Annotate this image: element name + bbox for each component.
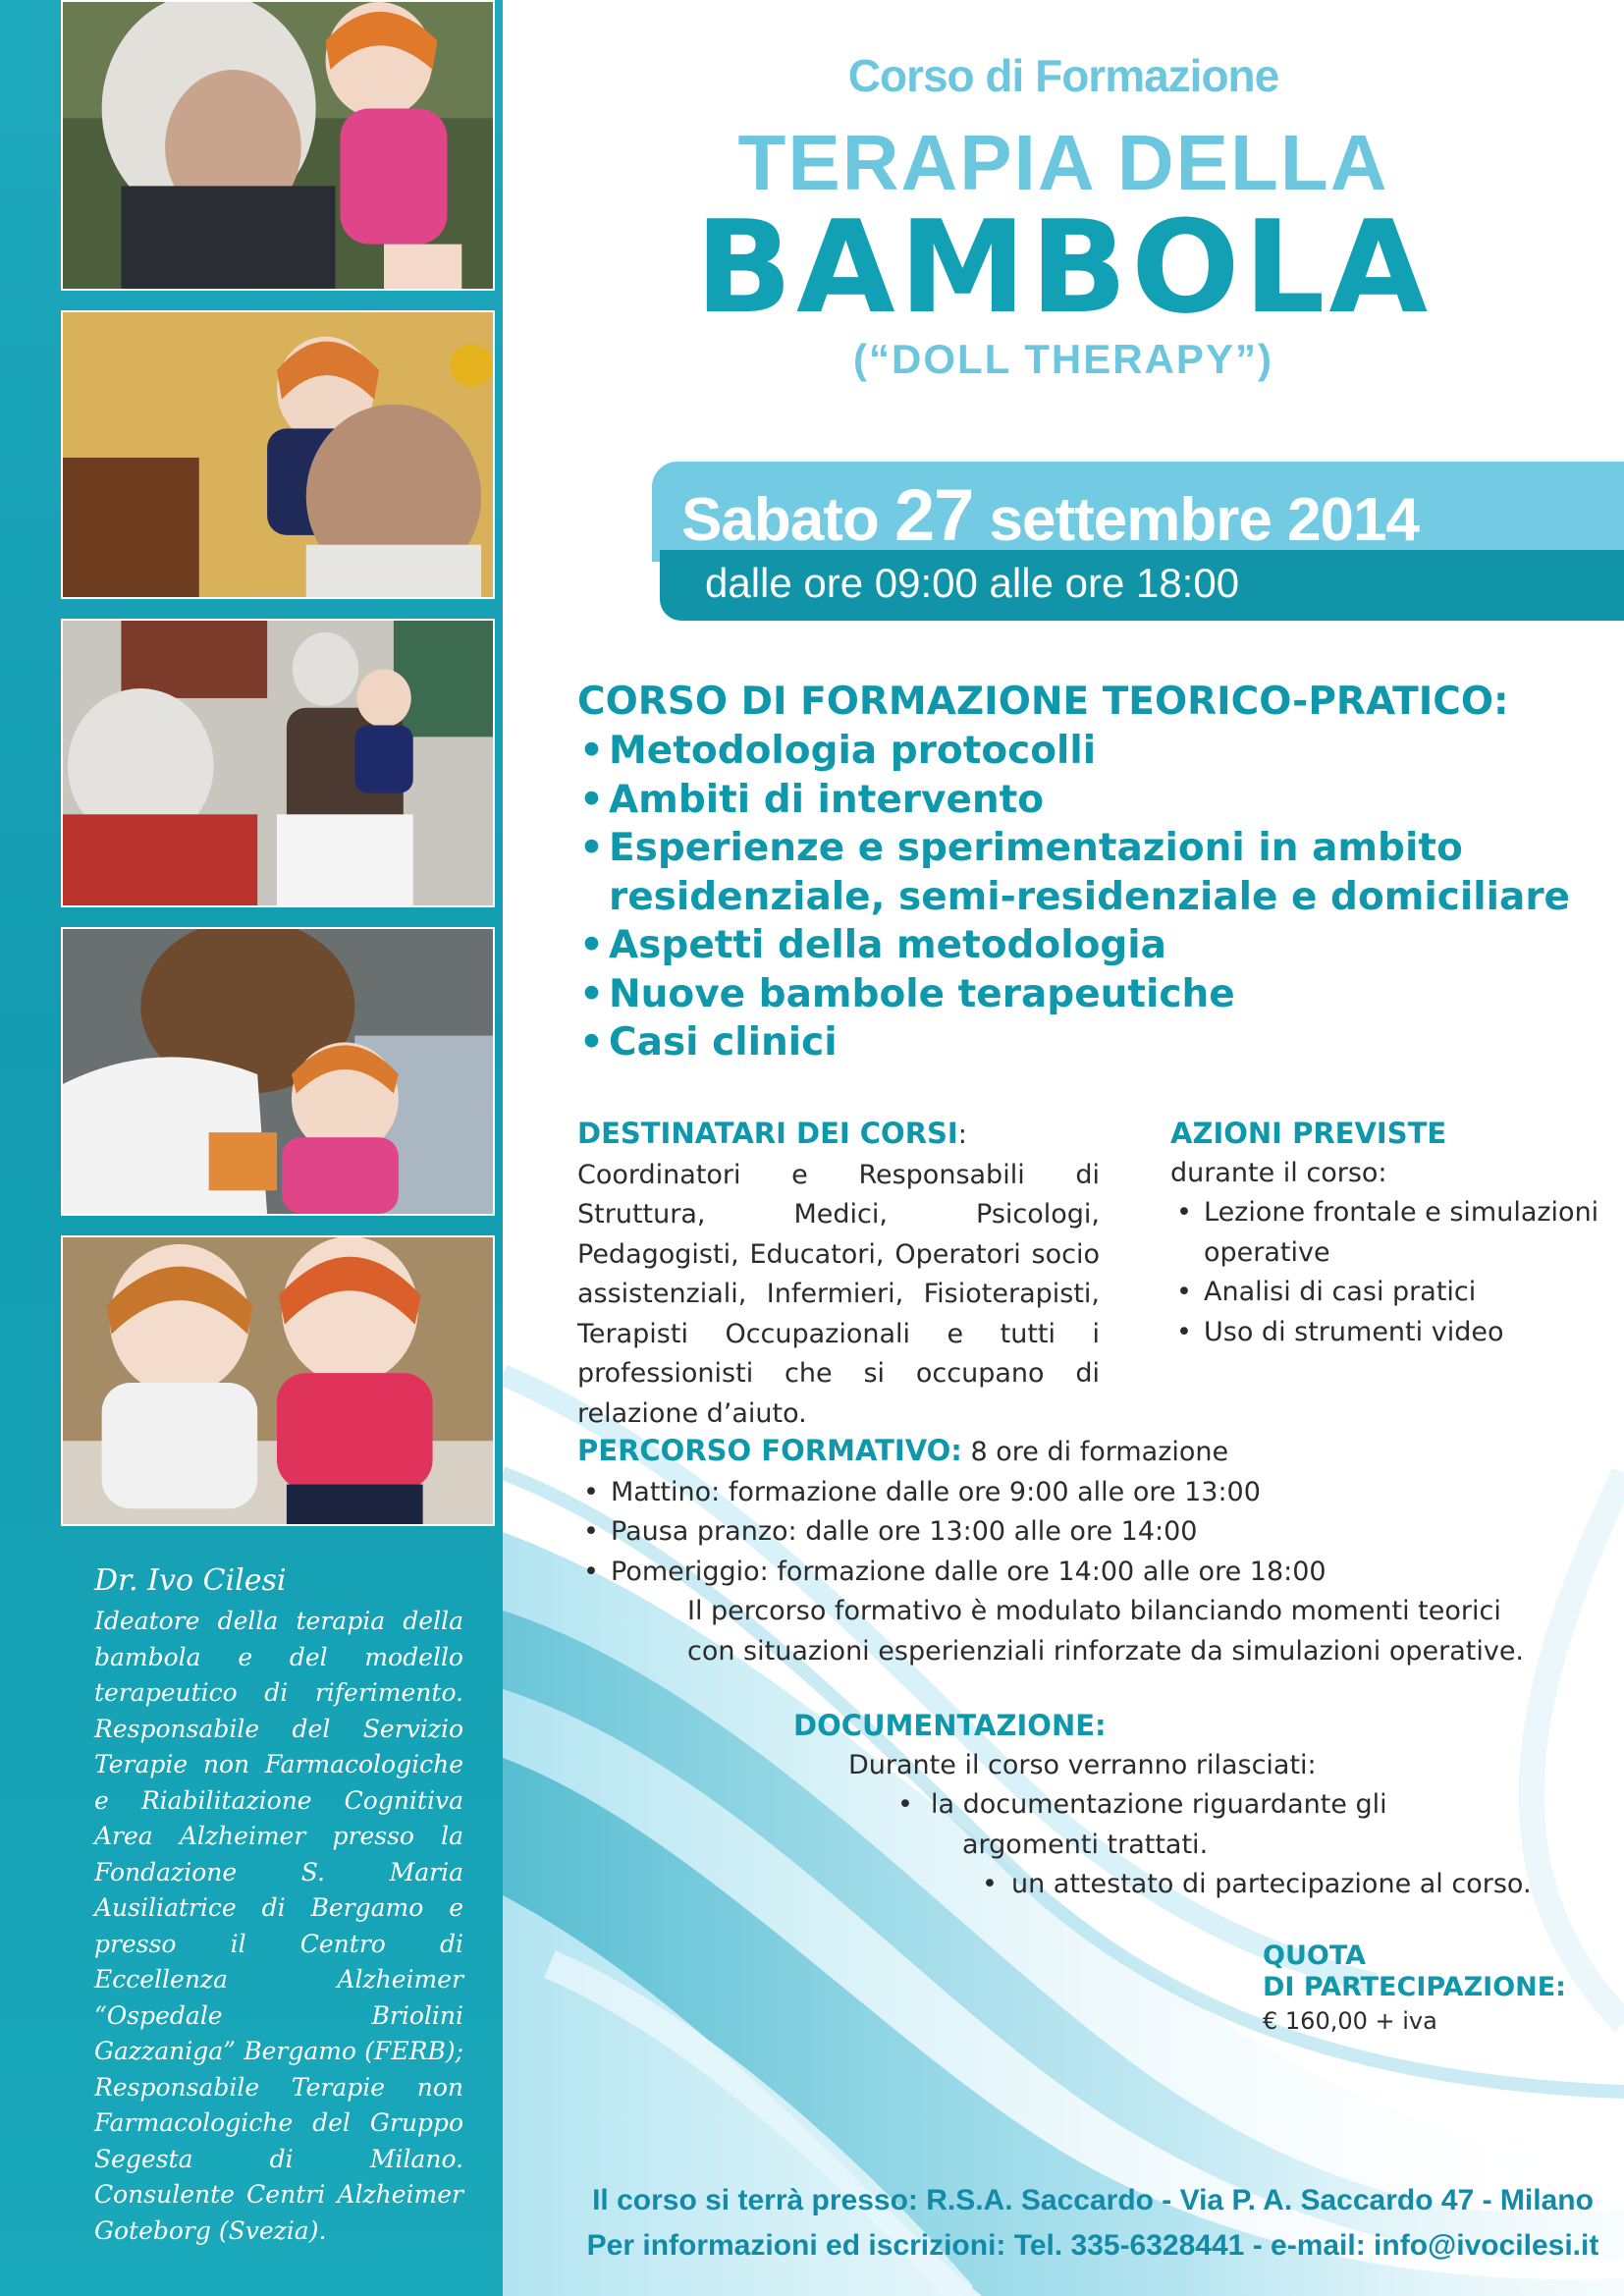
destinatari-text: Coordinatori e Responsabili di Struttura, Medici, Psicologi, Pedagogisti, Educatori, Operatori socio assistenziali, Infermieri, Fisioterapisti, Terapisti Occupazionali e tutti i professionisti che si occupano di relazione d’aiuto. (577, 1159, 1100, 1429)
course-title: CORSO DI FORMAZIONE TEORICO-PRATICO: (577, 680, 1509, 724)
left-sidebar (0, 0, 503, 2296)
course-item: • Esperienze e sperimentazioni in ambito residenziale, semi-residenziale e domiciliare (577, 824, 1608, 921)
event-hours: dalle ore 09:00 alle ore 18:00 (705, 560, 1240, 606)
percorso-note-line-1: Il percorso formativo è modulato bilanciando momenti teorici (687, 1596, 1501, 1626)
course-item: • Casi clinici (577, 1018, 1608, 1067)
photo-woman-hugging-doll (61, 927, 495, 1216)
quota-heading-2: DI PARTECIPAZIONE: (1263, 1972, 1566, 2002)
azioni-intro: durante il corso: (1170, 1157, 1387, 1188)
azioni-item: • Uso di strumenti video (1170, 1313, 1612, 1353)
quota-section (1263, 1941, 1616, 2039)
event-date (681, 473, 1419, 557)
documentazione-item-2: • un attestato di partecipazione al corso. (793, 1865, 1598, 1905)
azioni-section (1170, 1114, 1612, 1352)
quota-heading-1: QUOTA (1263, 1941, 1367, 1971)
documentazione-item-1-cont: argomenti trattati. (962, 1829, 1209, 1860)
date-month-year: settembre 2014 (989, 486, 1419, 554)
footer-venue: Il corso si terrà presso: R.S.A. Saccardo - Via P. A. Saccardo 47 - Milano (592, 2184, 1594, 2216)
azioni-item: • Analisi di casi pratici (1170, 1273, 1612, 1313)
percorso-note-line-2: con situazioni esperienziali rinforzate da simulazioni operative. (687, 1635, 1525, 1667)
destinatari-heading: DESTINATARI DEI CORSI (577, 1117, 958, 1150)
course-kicker: Corso di Formazione (847, 50, 1279, 101)
bio-text: Ideatore della terapia della bambola e del modello terapeutico di riferimento. Responsabile del Servizio Terapie non Farmacologiche e Riabilitazione Cognitiva Area Alzheimer presso la Fondazione S. Maria Ausiliatrice di Bergamo e presso il Centro di Eccellenza Alzheimer “Ospedale Briolini Gazzaniga” Bergamo (FERB); Responsabile Terapie non Farmacologiche del Gruppo Segesta di Milano. Consulente Centri Alzheimer Goteborg (Svezia). (94, 1607, 463, 2245)
bio-name: Dr. Ivo Cilesi (94, 1563, 287, 1598)
course-item: • Nuove bambole terapeutiche (577, 970, 1608, 1019)
footer-info (568, 2178, 1618, 2269)
photo-man-with-doll (61, 310, 495, 599)
photo-women-on-terrace (61, 619, 495, 907)
destinatari-section (577, 1114, 1100, 1434)
date-day-name: Sabato (681, 486, 879, 554)
course-item: • Metodologia protocolli (577, 727, 1608, 776)
course-item: • Aspetti della metodologia (577, 921, 1608, 970)
title-subtitle: (“DOLL THERAPY”) (853, 336, 1273, 382)
author-bio (94, 1563, 463, 2249)
percorso-section (577, 1431, 1618, 1671)
azioni-item: • Lezione frontale e simulazioni operative (1170, 1193, 1612, 1273)
quota-price: € 160,00 + iva (1263, 2007, 1437, 2035)
photo-two-dolls (61, 1235, 495, 1526)
percorso-heading: PERCORSO FORMATIVO: (577, 1434, 962, 1467)
percorso-item: • Pausa pranzo: dalle ore 13:00 alle ore 14:00 (577, 1512, 1618, 1553)
documentazione-intro: Durante il corso verranno rilasciati: (848, 1749, 1317, 1780)
percorso-item: • Mattino: formazione dalle ore 9:00 alle ore 13:00 (577, 1473, 1618, 1513)
date-banner (652, 462, 1624, 625)
documentazione-heading: DOCUMENTAZIONE: (793, 1709, 1107, 1742)
date-day-number: 27 (893, 474, 974, 556)
title-line-1: TERAPIA DELLA (737, 119, 1389, 206)
destinatari-colon: : (957, 1120, 967, 1150)
azioni-heading: AZIONI PREVISTE (1170, 1117, 1447, 1150)
photo-woman-kissing-doll (61, 0, 495, 291)
percorso-item: • Pomeriggio: formazione dalle ore 14:00 alle ore 18:00 (577, 1553, 1618, 1593)
documentazione-section (793, 1706, 1598, 1905)
percorso-hours: 8 ore di formazione (970, 1437, 1229, 1467)
title-line-2: BAMBOLA (694, 192, 1433, 342)
footer-contacts: Per informazioni ed iscrizioni: Tel. 335-6328441 - e-mail: info@ivocilesi.it (586, 2229, 1599, 2262)
course-contents (577, 678, 1608, 1067)
course-item: • Ambiti di intervento (577, 776, 1608, 825)
documentazione-item-1: • la documentazione riguardante gli (793, 1785, 1598, 1826)
